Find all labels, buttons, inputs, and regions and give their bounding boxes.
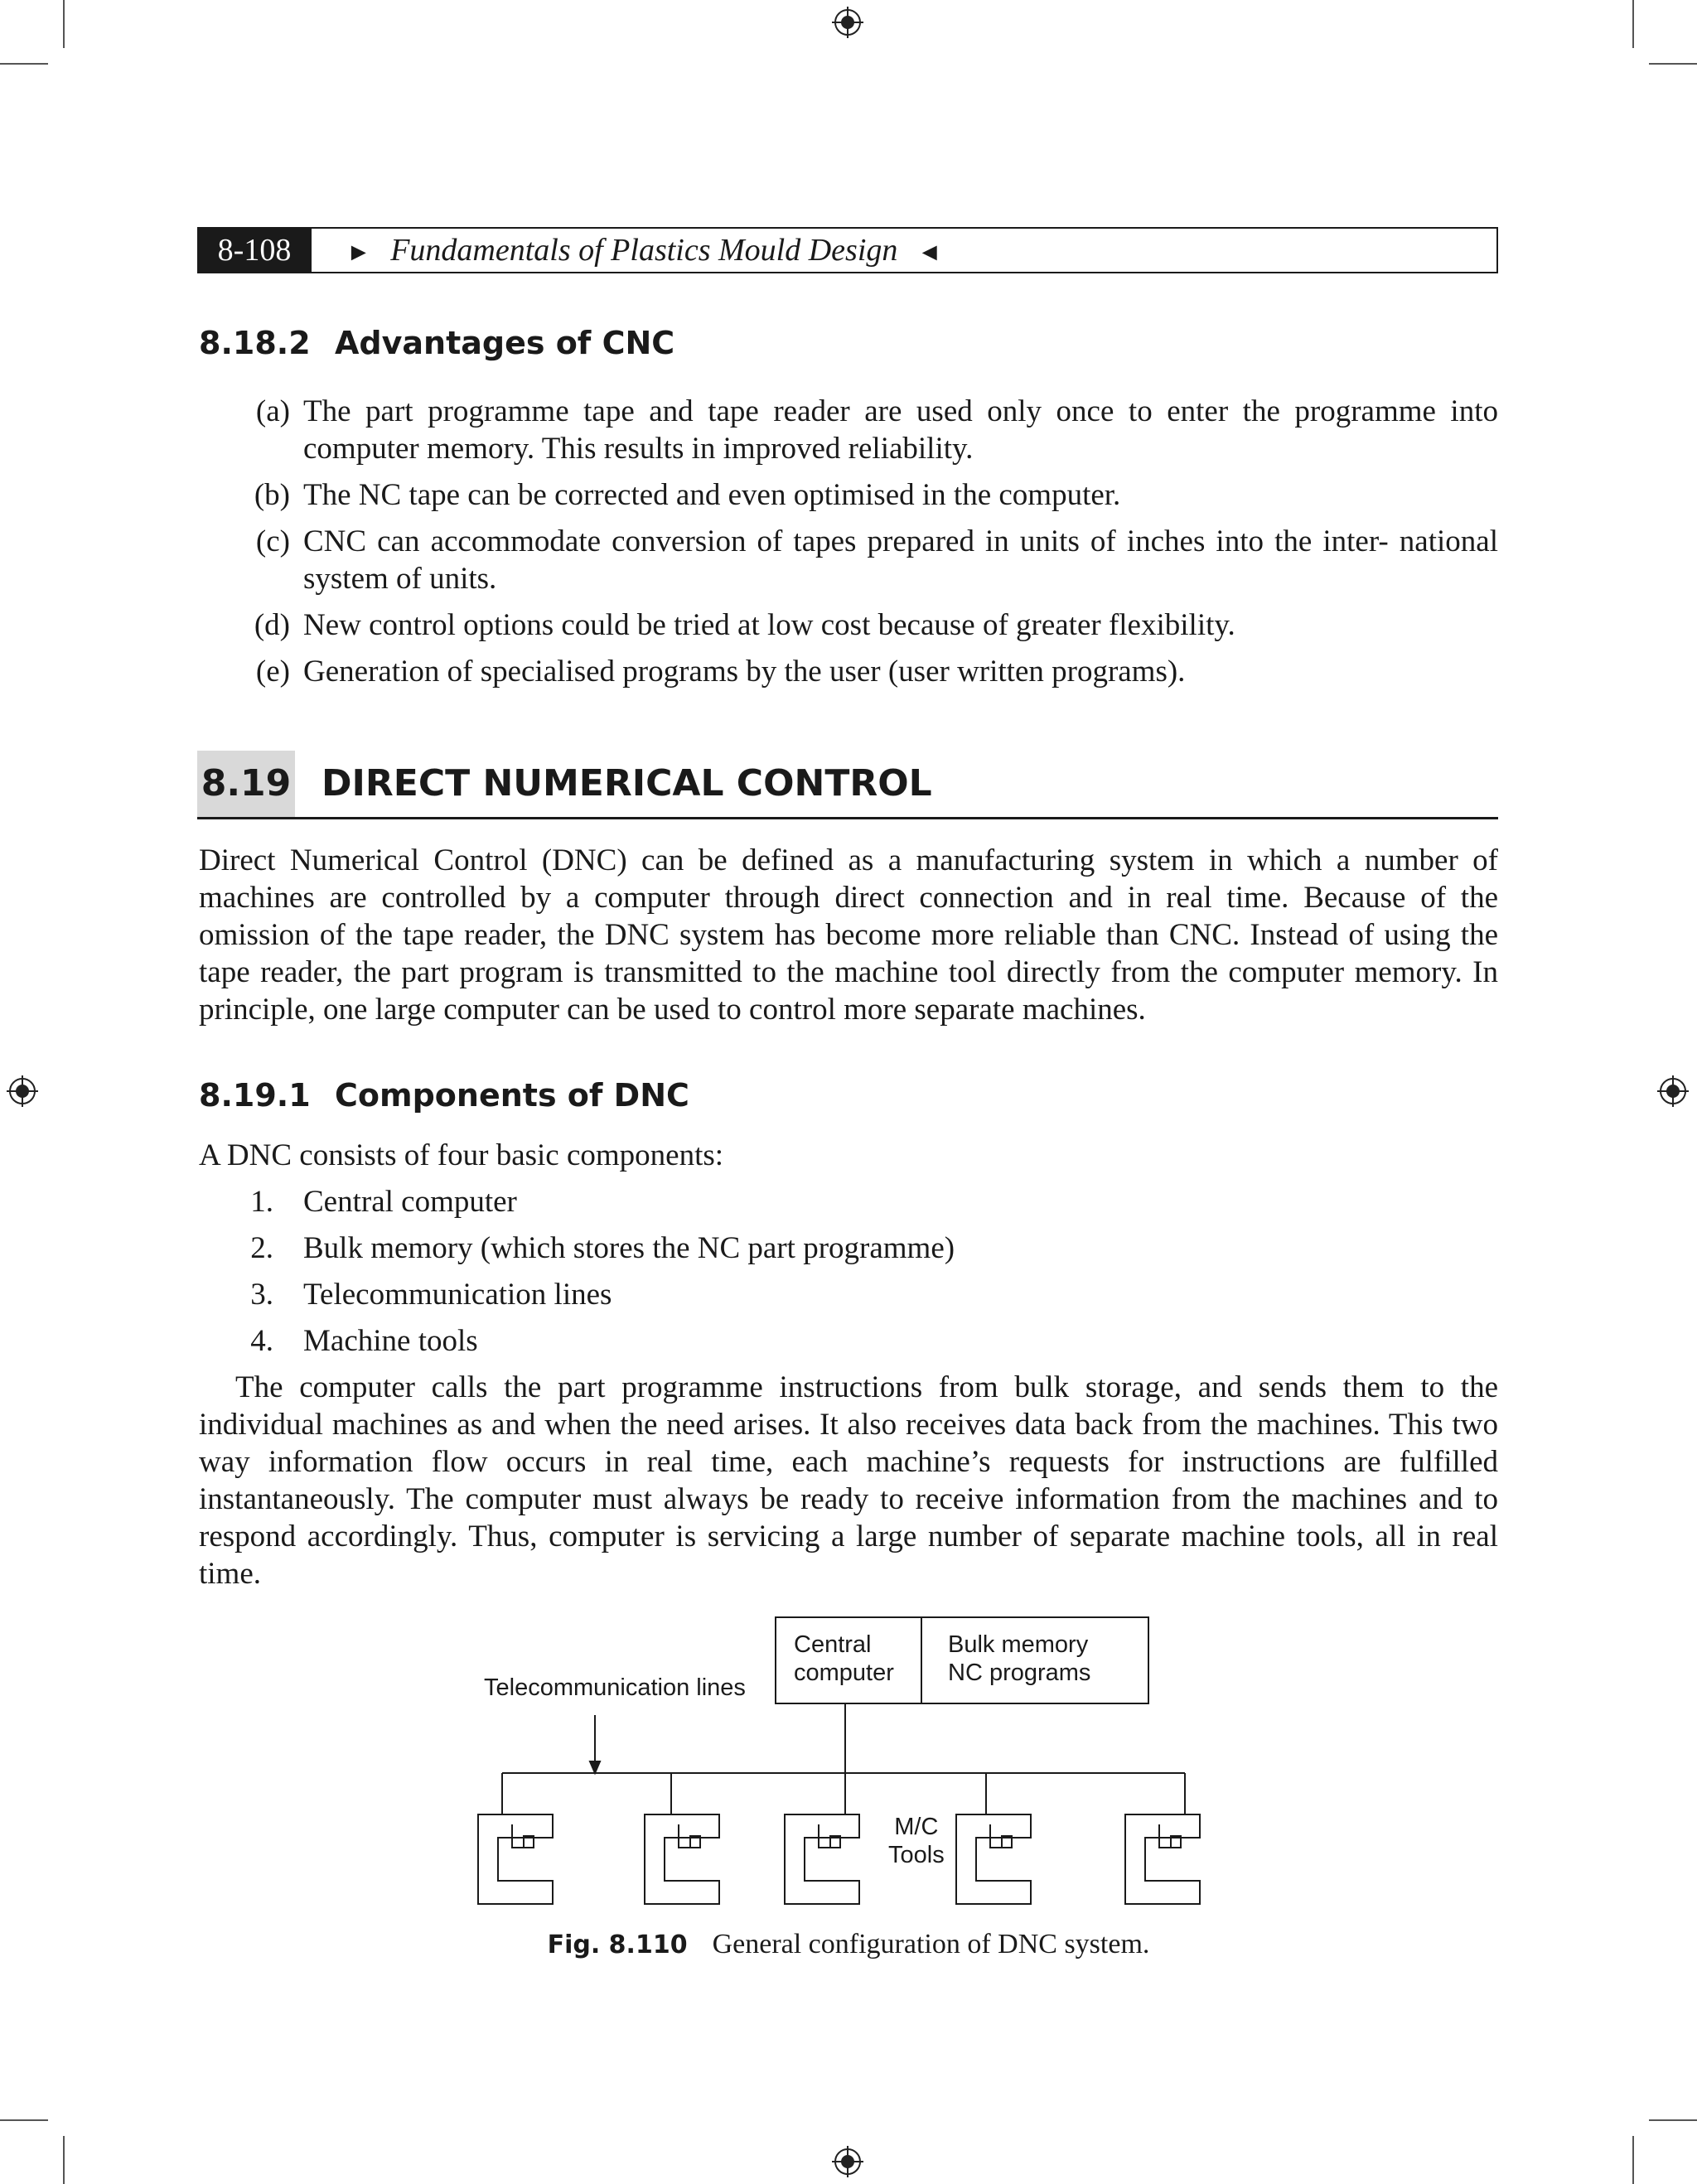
registration-mark-icon — [7, 1075, 38, 1107]
list-item-text: Central computer — [303, 1185, 517, 1219]
body-paragraph: Direct Numerical Control (DNC) can be defined as a manufacturing system in which a number of machines are controlled by a computer through direct connection and in real time. Because of the omission of the tape reader, the DNC system has become more reliable than CNC. Instead of using the tape reader, the part program is transmitted to the machine tool directly from the computer memory. In principle, one large computer can be used to control more separate machines. — [199, 843, 1498, 1027]
registration-mark-icon — [832, 2146, 863, 2177]
tools-label-line: Tools — [888, 1842, 945, 1868]
book-title-line — [346, 229, 954, 272]
list-item-text: Generation of specialised programs by the user (user written programs). — [303, 655, 1186, 689]
subsection-heading — [199, 325, 674, 361]
machine-tool-icons — [478, 1814, 1200, 1904]
bulk-memory-label — [948, 1631, 1090, 1687]
crop-mark — [63, 2136, 65, 2184]
running-header — [197, 227, 1498, 273]
list-item — [199, 476, 1498, 514]
mc-tools-label — [888, 1813, 945, 1869]
list-marker: 2. — [250, 1231, 273, 1265]
central-computer-label — [794, 1631, 894, 1687]
section-heading — [197, 751, 1498, 819]
list-marker: 4. — [250, 1324, 273, 1358]
section-number: 8.19 — [197, 751, 295, 817]
list-marker: 3. — [250, 1278, 273, 1312]
crop-mark — [0, 2119, 48, 2121]
list-marker: (e) — [255, 655, 290, 689]
left-arrow-icon: ◄ — [916, 239, 942, 266]
crop-mark — [1649, 63, 1697, 65]
list-item — [199, 1230, 1498, 1276]
list-item — [199, 606, 1498, 644]
list-item-text: The part programme tape and tape reader are used only once to enter the programme into computer memory. This results in improved reliability. — [303, 394, 1498, 466]
registration-mark-icon — [832, 7, 863, 38]
list-marker: 1. — [250, 1185, 273, 1219]
list-marker: (d) — [254, 608, 290, 642]
list-item-text: The NC tape can be corrected and even optimised in the computer. — [303, 478, 1121, 512]
intro-text: A DNC consists of four basic components: — [199, 1138, 724, 1172]
crop-mark — [1632, 2136, 1634, 2184]
list-item-text: New control options could be tried at low cost because of greater flexibility. — [303, 608, 1235, 642]
figure-caption — [0, 1929, 1697, 1960]
body-paragraph: The computer calls the part programme instructions from bulk storage, and sends them to the individual machines as and when the need arises. It also receives data back from the machines. This two way information flow occurs in real time, each machine’s requests for instructions are fulfilled instantaneously. The computer must always be ready to receive information from the machines and to respond accordingly. Thus, computer is servicing a large number of separate machine tools, all in real time. — [199, 1370, 1498, 1591]
crop-mark — [63, 0, 65, 48]
subsection-title: Advantages of CNC — [335, 325, 675, 361]
list-item-text: Bulk memory (which stores the NC part programme) — [303, 1231, 955, 1265]
list-marker: (a) — [255, 394, 290, 428]
mc-label-line: M/C — [894, 1814, 939, 1840]
dnc-diagram — [464, 1614, 1243, 1962]
list-item — [199, 653, 1498, 690]
subsection-number: 8.18.2 — [199, 325, 311, 361]
crop-mark — [0, 63, 48, 65]
figure-caption-text: General configuration of DNC system. — [712, 1929, 1150, 1959]
list-item — [199, 1276, 1498, 1322]
book-title: Fundamentals of Plastics Mould Design — [390, 233, 898, 268]
list-item-text: Telecommunication lines — [303, 1278, 612, 1312]
list-item — [199, 1322, 1498, 1369]
list-marker: (c) — [255, 524, 290, 558]
computer-label-line: computer — [794, 1660, 894, 1686]
machine-tool-icon — [478, 1814, 553, 1904]
machine-tool-icon — [956, 1814, 1031, 1904]
nc-programs-label-line: NC programs — [948, 1660, 1091, 1686]
bulk-memory-label-line: Bulk memory — [948, 1631, 1089, 1658]
machine-tool-icon — [1125, 1814, 1200, 1904]
subsection-number: 8.19.1 — [199, 1077, 311, 1114]
list-item — [199, 393, 1498, 467]
page-number: 8-108 — [197, 227, 312, 273]
section-title: DIRECT NUMERICAL CONTROL — [322, 762, 932, 805]
subsection-title: Components of DNC — [335, 1077, 689, 1114]
components-list — [199, 1183, 1498, 1369]
advantages-list — [199, 393, 1498, 699]
list-item — [199, 1183, 1498, 1230]
list-item-text: CNC can accommodate conversion of tapes prepared in units of inches into the inter- national system of units. — [303, 524, 1498, 596]
list-item-text: Machine tools — [303, 1324, 478, 1358]
figure-number: Fig. 8.110 — [547, 1930, 688, 1959]
arrow-head-icon — [590, 1761, 600, 1773]
registration-mark-icon — [1657, 1075, 1689, 1107]
telecom-label: Telecommunication lines — [484, 1674, 746, 1701]
list-marker: (b) — [254, 478, 290, 512]
crop-mark — [1649, 2119, 1697, 2121]
machine-tool-icon — [785, 1814, 859, 1904]
right-arrow-icon: ► — [346, 239, 371, 266]
subsection-heading — [199, 1077, 689, 1114]
crop-mark — [1632, 0, 1634, 48]
list-item — [199, 523, 1498, 597]
machine-tool-icon — [645, 1814, 719, 1904]
central-label-line: Central — [794, 1631, 872, 1658]
